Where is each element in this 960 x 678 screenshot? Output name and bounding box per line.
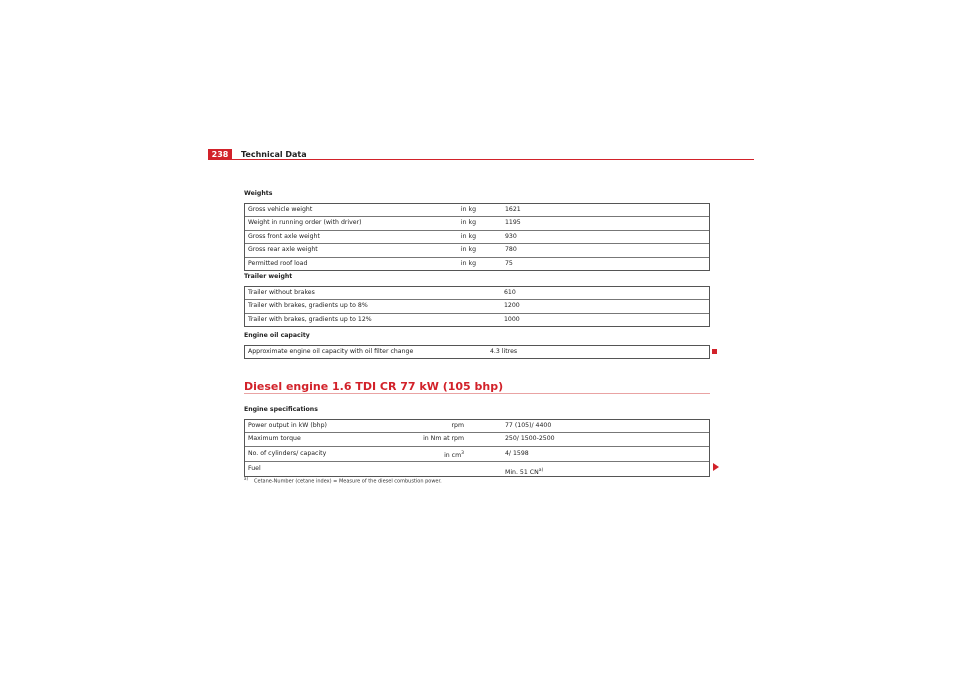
table-row	[245, 314, 709, 326]
row-value: 1195	[505, 219, 521, 227]
table-row	[245, 217, 709, 230]
row-value: 4.3 litres	[490, 348, 518, 355]
table-row	[245, 204, 709, 217]
row-label: Gross front axle weight	[248, 232, 320, 240]
row-value: 250/ 1500-2500	[505, 435, 555, 443]
row-unit: in kg	[460, 232, 476, 240]
page-header	[208, 149, 754, 161]
footnote	[244, 476, 442, 485]
table-row	[245, 300, 709, 313]
row-label: Gross vehicle weight	[248, 206, 313, 213]
row-label: Trailer without brakes	[248, 289, 315, 296]
table-row	[245, 462, 709, 476]
engine-spec-table	[244, 419, 710, 477]
row-value: 1621	[505, 206, 521, 213]
row-label: Trailer with brakes, gradients up to 8%	[248, 302, 368, 310]
row-value: 4/ 1598	[505, 449, 529, 457]
table-row	[245, 231, 709, 244]
row-value: 1000	[504, 315, 520, 323]
row-value: 610	[504, 289, 516, 296]
section-end-icon	[712, 349, 717, 354]
row-label: Power output in kW (bhp)	[248, 422, 327, 429]
row-unit: in $cm^3$	[444, 450, 464, 459]
table-row	[245, 287, 709, 300]
row-unit: in kg	[460, 259, 476, 267]
row-value: Min. 51 CN$^{a)}$	[505, 467, 544, 476]
oil-table	[244, 345, 710, 359]
engine-heading: Diesel engine 1.6 TDI CR 77 kW (105 bhp)	[244, 380, 504, 393]
row-value: 930	[505, 232, 517, 240]
weights-table	[244, 203, 710, 271]
table-row	[245, 244, 709, 257]
weights-label: Weights	[244, 190, 273, 197]
row-unit: in kg	[460, 246, 476, 254]
table-row	[245, 346, 709, 358]
page-title: Technical Data	[241, 150, 307, 159]
oil-label: Engine oil capacity	[244, 332, 310, 339]
heading-rule	[244, 393, 710, 394]
row-value: 75	[505, 259, 513, 267]
row-unit: in kg	[460, 206, 476, 213]
footnote-text: Cetane-Number (cetane index) = Measure of the diesel combustion power.	[254, 478, 442, 485]
table-row	[245, 433, 709, 446]
table-row	[245, 258, 709, 270]
header-rule	[208, 159, 754, 160]
table-row	[245, 420, 709, 433]
row-label: Maximum torque	[248, 435, 301, 443]
row-label: Gross rear axle weight	[248, 246, 318, 254]
row-value: 780	[505, 246, 517, 254]
table-row	[245, 447, 709, 462]
trailer-table	[244, 286, 710, 327]
continue-arrow-icon	[713, 463, 719, 471]
footnote-mark: a)	[244, 476, 249, 481]
row-unit: in kg	[460, 219, 476, 227]
engine-spec-label: Engine specifications	[244, 406, 318, 413]
trailer-label: Trailer weight	[244, 273, 293, 280]
row-unit: rpm	[451, 422, 464, 429]
row-label: Trailer with brakes, gradients up to 12%	[248, 315, 372, 323]
row-label: Permitted roof load	[248, 259, 308, 267]
row-label: Approximate engine oil capacity with oil filter change	[248, 348, 414, 355]
page-number: 238	[208, 149, 232, 160]
row-unit: in Nm at rpm	[423, 435, 464, 443]
row-label: Fuel	[248, 464, 261, 472]
row-label: No. of cylinders/ capacity	[248, 449, 327, 457]
row-value: 1200	[504, 302, 520, 310]
row-value: 77 (105)/ 4400	[505, 422, 552, 429]
row-label: Weight in running order (with driver)	[248, 219, 362, 227]
